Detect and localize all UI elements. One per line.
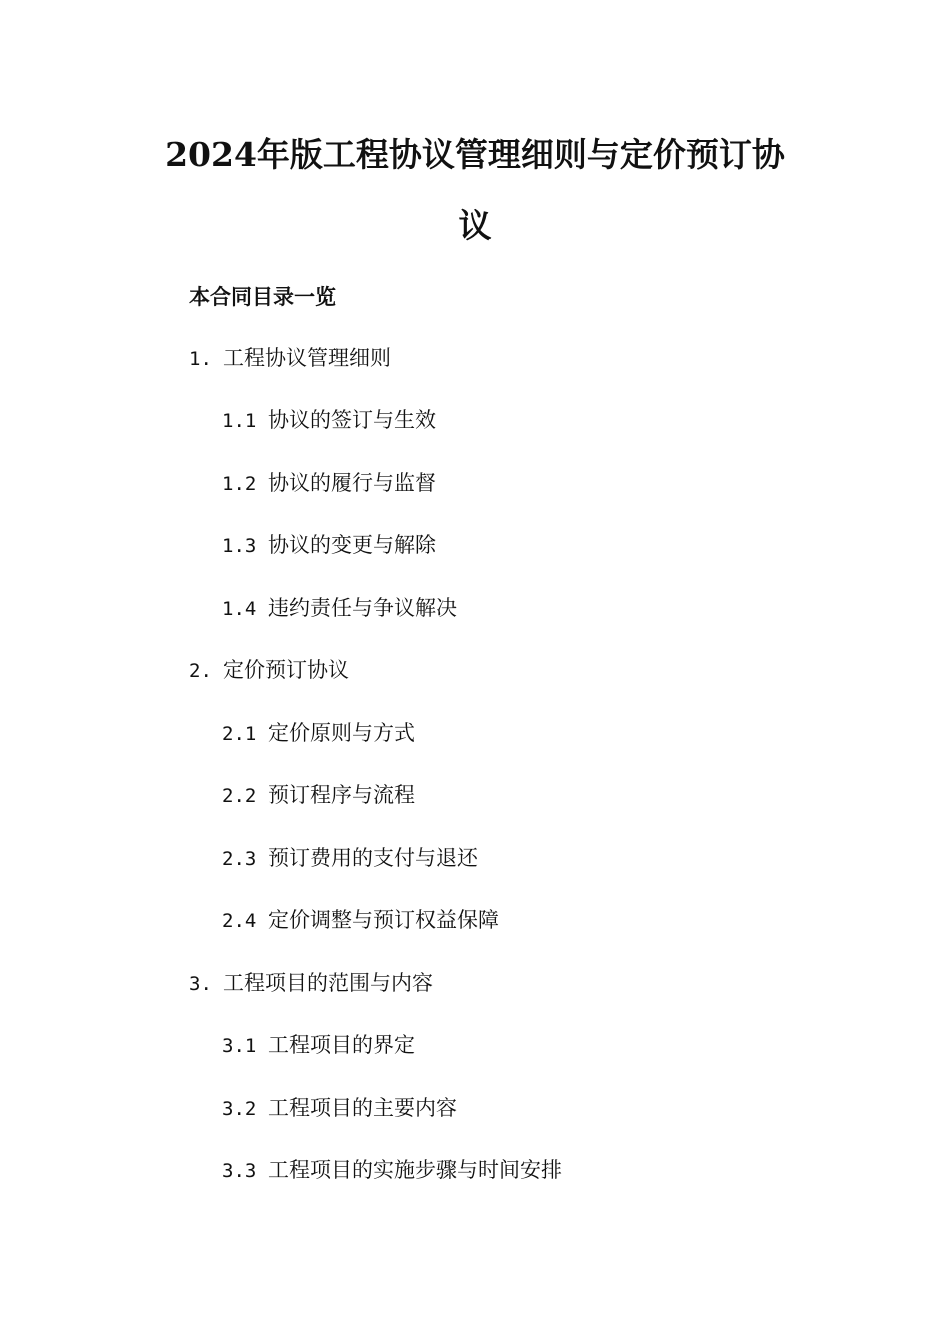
toc-text: 协议的履行与监督 <box>268 471 436 495</box>
toc-number: 1.2 <box>222 473 257 495</box>
toc-text: 工程协议管理细则 <box>223 346 391 370</box>
toc-text: 定价调整与预订权益保障 <box>268 908 499 932</box>
toc-text: 违约责任与争议解决 <box>268 596 457 620</box>
toc-number: 3. <box>189 973 212 995</box>
toc-text: 协议的变更与解除 <box>268 533 436 557</box>
toc-text: 定价原则与方式 <box>268 721 415 745</box>
toc-number: 1.1 <box>222 410 257 432</box>
toc-heading: 本合同目录一览 <box>189 284 336 309</box>
toc-number: 1.3 <box>222 535 257 557</box>
toc-item-3-1 <box>222 1031 415 1060</box>
toc-text: 定价预订协议 <box>223 658 349 682</box>
toc-number: 3.1 <box>222 1035 257 1057</box>
toc-item-1-4 <box>222 594 457 623</box>
toc-item-2-3 <box>222 844 478 873</box>
toc-number: 2.3 <box>222 848 257 870</box>
toc-text: 工程项目的实施步骤与时间安排 <box>268 1158 562 1182</box>
toc-item-1-1 <box>222 406 436 435</box>
toc-number: 1.4 <box>222 598 257 620</box>
toc-text: 工程项目的范围与内容 <box>223 971 433 995</box>
toc-text: 工程项目的主要内容 <box>268 1096 457 1120</box>
toc-number: 2.2 <box>222 785 257 807</box>
toc-number: 2. <box>189 660 212 682</box>
toc-text: 工程项目的界定 <box>268 1033 415 1057</box>
document-title-line-1: 2024年版工程协议管理细则与定价预订协 <box>165 135 785 174</box>
toc-number: 3.3 <box>222 1160 257 1182</box>
toc-section-2 <box>189 656 349 685</box>
toc-item-1-3 <box>222 531 436 560</box>
toc-item-3-3 <box>222 1156 562 1185</box>
toc-item-2-4 <box>222 906 499 935</box>
toc-number: 1. <box>189 348 212 370</box>
toc-item-2-1 <box>222 719 415 748</box>
toc-item-3-2 <box>222 1094 457 1123</box>
toc-text: 预订程序与流程 <box>268 783 415 807</box>
toc-section-1 <box>189 344 391 373</box>
toc-text: 预订费用的支付与退还 <box>268 846 478 870</box>
toc-number: 3.2 <box>222 1098 257 1120</box>
toc-section-3 <box>189 969 433 998</box>
toc-text: 协议的签订与生效 <box>268 408 436 432</box>
toc-item-1-2 <box>222 469 436 498</box>
toc-item-2-2 <box>222 781 415 810</box>
toc-number: 2.4 <box>222 910 257 932</box>
document-title-line-2: 议 <box>458 206 492 245</box>
toc-number: 2.1 <box>222 723 257 745</box>
